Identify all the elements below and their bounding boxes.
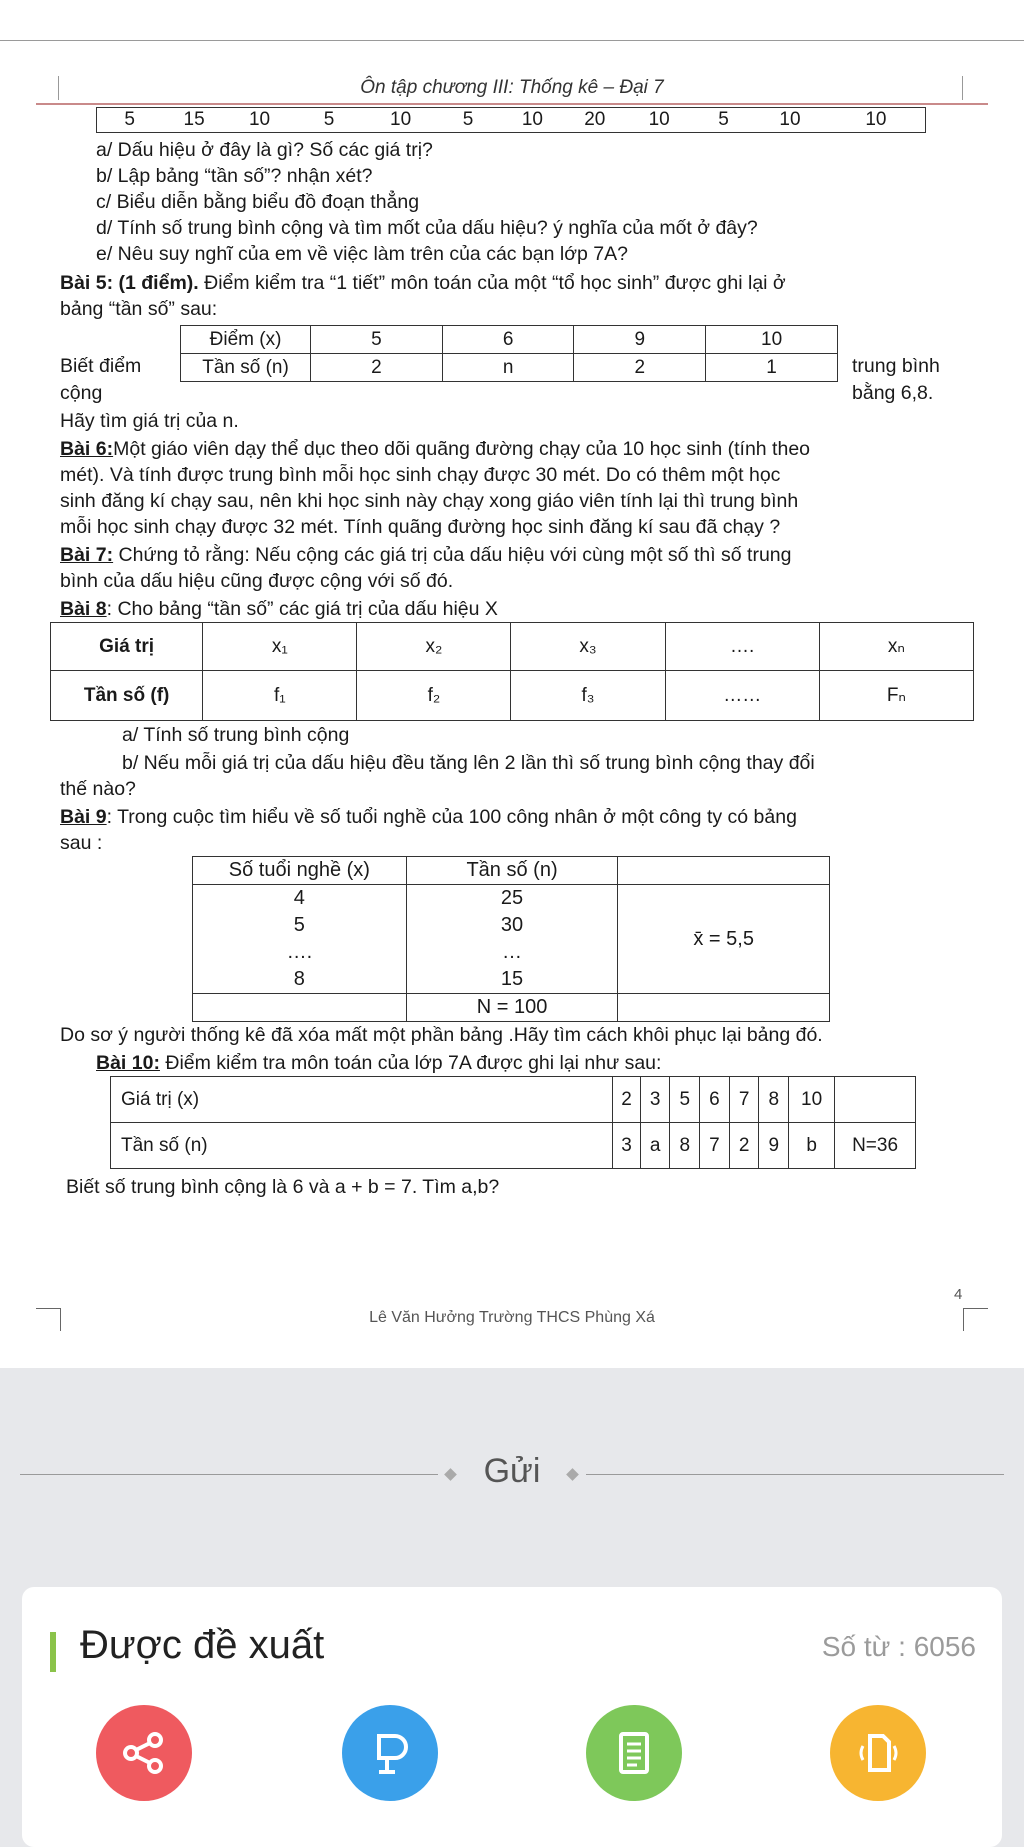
footer-text: Lê Văn Hưởng Trường THCS Phùng Xá [369, 1309, 655, 1326]
table-header-cell: Số tuổi nghề (x) [193, 857, 407, 885]
table-cell: Điểm (x) [181, 326, 311, 354]
x-value: 8 [293, 968, 305, 990]
bai6-line4: mỗi học sinh chạy được 32 mét. Tính quãng đường học sinh đăng kí sau đã chạy ? [60, 516, 781, 538]
table-cell: 2 [311, 354, 443, 382]
document-icon [609, 1728, 659, 1778]
n-value: 30 [500, 914, 524, 936]
bai5-line3: Hãy tìm giá trị của n. [60, 410, 239, 432]
bai5-table [180, 325, 838, 382]
word-count: Số từ : 6056 [821, 1631, 976, 1662]
recommend-title: Được đề xuất [80, 1623, 325, 1667]
bai5-title: Bài 5: (1 điểm). [60, 272, 199, 294]
n-value: 25 [500, 887, 524, 909]
table-cell: …. [665, 623, 819, 671]
table-cell: …… [665, 671, 819, 721]
bai7-title: Bài 7: [60, 544, 114, 566]
bai6-line3: sinh đăng kí chạy sau, nên khi học sinh này chạy xong giáo viên tính lại thì trung bình [60, 490, 799, 512]
bai6-text: Một giáo viên dạy thể dục theo dõi quãng đường chạy của 10 học sinh (tính theo [113, 438, 811, 460]
bai5-line1 [60, 270, 786, 296]
table-cell: 7 [700, 1123, 730, 1169]
bai7-line2: bình của dấu hiệu cũng được cộng với số đó. [60, 570, 454, 592]
x-value: 5 [293, 914, 305, 936]
table-cell: x₂ [357, 623, 511, 671]
table-cell: Giá trị (x) [111, 1077, 613, 1123]
bai9-line2: sau : [60, 832, 103, 854]
bai6-line1 [60, 436, 810, 462]
table-cell [618, 885, 830, 994]
recommend-card [22, 1587, 1002, 1847]
bai5-line2: bảng “tần số” sau: [60, 298, 218, 320]
audio-page-icon [853, 1728, 903, 1778]
divider-right [586, 1474, 1004, 1475]
bai5-left2: cộng [60, 382, 103, 404]
table-cell [193, 994, 407, 1022]
data-cell: 10 [648, 109, 670, 130]
data-cell: 10 [865, 109, 887, 130]
table-cell: 10 [706, 326, 838, 354]
table-cell: 8 [759, 1077, 789, 1123]
divider-left [20, 1474, 438, 1475]
data-row-table [96, 107, 926, 133]
table-cell: x₃ [511, 623, 665, 671]
table-cell: 10 [789, 1077, 835, 1123]
bai8-table [50, 622, 974, 721]
table-cell: n [442, 354, 574, 382]
table-header-cell: Tần số (n) [406, 857, 618, 885]
table-cell: xₙ [819, 623, 973, 671]
data-cell: 10 [248, 109, 271, 130]
q4-a: a/ Dấu hiệu ở đây là gì? Số các giá trị? [96, 139, 433, 161]
table-cell: 9 [574, 326, 706, 354]
table-cell: f₃ [511, 671, 665, 721]
table-cell: 3 [640, 1077, 670, 1123]
bai5-text: Điểm kiểm tra “1 tiết” môn toán của một “tổ học sinh” được ghi lại ở [198, 272, 786, 294]
page-number: 4 [954, 1286, 963, 1303]
bai8-title: Bài 8 [60, 598, 107, 620]
data-cell: 5 [718, 109, 729, 130]
p-icon [365, 1728, 415, 1778]
table-cell: N = 100 [406, 994, 618, 1022]
page-top-divider [0, 40, 1024, 41]
bai9-line1 [60, 804, 797, 830]
bai8-text: : Cho bảng “tần số” các giá trị của dấu hiệu X [106, 598, 498, 620]
table-cell: 2 [613, 1077, 641, 1123]
data-cell: 5 [323, 109, 335, 130]
document-button[interactable] [586, 1705, 682, 1801]
table-cell: a [640, 1123, 670, 1169]
table-cell: 6 [700, 1077, 730, 1123]
table-cell: Tần số (f) [51, 671, 203, 721]
table-cell: Giá trị [51, 623, 203, 671]
bai6-line2: mét). Và tính được trung bình mỗi học sinh chạy được 30 mét. Do có thêm một học [60, 464, 781, 486]
bai6-title: Bài 6: [60, 438, 114, 460]
bai5-right2 [852, 380, 933, 406]
table-cell: 5 [311, 326, 443, 354]
table-cell: 2 [729, 1123, 759, 1169]
bai10-line1 [96, 1050, 661, 1076]
bai5-right1: trung bình [852, 355, 940, 377]
q4-c: c/ Biểu diễn bằng biểu đồ đoạn thẳng [96, 191, 420, 213]
n-value: 15 [500, 968, 524, 990]
table-cell: 8 [670, 1123, 700, 1169]
x-value: …. [286, 941, 313, 963]
data-cell: 5 [124, 109, 135, 130]
data-cell: 5 [462, 109, 474, 130]
q4-e: e/ Nêu suy nghĩ của em về việc làm trên của các bạn lớp 7A? [96, 243, 628, 265]
table-cell [835, 1077, 916, 1123]
table-cell: 6 [442, 326, 574, 354]
n-value: … [502, 941, 523, 963]
table-cell: 5 [670, 1077, 700, 1123]
header-rule [36, 103, 988, 105]
table-cell [618, 994, 830, 1022]
table-cell: 7 [729, 1077, 759, 1123]
table-cell [193, 885, 407, 994]
table-cell: 2 [574, 354, 706, 382]
table-cell: Fₙ [819, 671, 973, 721]
bai8-b2: thế nào? [60, 778, 136, 800]
bai8-a: a/ Tính số trung bình cộng [122, 724, 350, 746]
table-cell [406, 885, 618, 994]
diamond-icon [444, 1468, 457, 1481]
mean-value: x̄ = 5,5 [693, 927, 754, 950]
bai9-title: Bài 9 [60, 806, 107, 828]
table-cell: 1 [706, 354, 838, 382]
bai5-mean-text: bằng 6,8. [852, 382, 934, 404]
bai7-line1 [60, 542, 792, 568]
diamond-icon [566, 1468, 579, 1481]
data-cell: 20 [584, 109, 606, 130]
table-cell: b [789, 1123, 835, 1169]
bai8-line1 [60, 596, 498, 622]
audio-page-button[interactable] [830, 1705, 926, 1801]
bai7-text: Chứng tỏ rằng: Nếu cộng các giá trị của dấu hiệu với cùng một số thì số trung [113, 544, 792, 566]
table-cell: Tần số (n) [111, 1123, 613, 1169]
data-cell: 10 [779, 109, 801, 130]
table-cell: f₁ [203, 671, 357, 721]
table-cell [618, 857, 830, 885]
running-title: Ôn tập chương III: Thống kê – Đại 7 [360, 77, 664, 98]
table-cell: x₁ [203, 623, 357, 671]
bai10-line2: Biết số trung bình cộng là 6 và a + b = 7. Tìm a,b? [66, 1176, 500, 1198]
bai9-text: : Trong cuộc tìm hiểu về số tuổi nghề của 100 công nhân ở một công ty có bảng [106, 806, 797, 828]
share-icon [119, 1728, 169, 1778]
table-cell: f₂ [357, 671, 511, 721]
p-button[interactable] [342, 1705, 438, 1801]
q4-d: d/ Tính số trung bình cộng và tìm mốt của dấu hiệu? ý nghĩa của mốt ở đây? [96, 217, 758, 239]
bai9-line3: Do sơ ý người thống kê đã xóa mất một phần bảng .Hãy tìm cách khôi phục lại bảng đó. [60, 1024, 823, 1046]
data-cell: 10 [521, 109, 543, 130]
bai5-left1: Biết điểm [60, 355, 142, 377]
q4-b: b/ Lập bảng “tần số”? nhận xét? [96, 165, 373, 187]
send-button[interactable]: Gửi [483, 1452, 541, 1490]
bai10-text: Điểm kiểm tra môn toán của lớp 7A được ghi lại như sau: [159, 1052, 662, 1074]
table-cell: 9 [759, 1123, 789, 1169]
data-cell: 15 [183, 109, 205, 130]
send-bar [0, 1448, 1024, 1498]
x-value: 4 [293, 887, 305, 909]
bai10-title: Bài 10: [96, 1052, 160, 1074]
bai9-table [192, 856, 830, 1022]
bai10-table [110, 1076, 916, 1169]
share-button[interactable] [96, 1705, 192, 1801]
bai8-b1: b/ Nếu mỗi giá trị của dấu hiệu đều tăng lên 2 lần thì số trung bình cộng thay đổi [122, 752, 815, 774]
data-cell: 10 [390, 109, 412, 130]
table-cell: N=36 [835, 1123, 916, 1169]
table-cell: Tần số (n) [181, 354, 311, 382]
table-cell: 3 [613, 1123, 641, 1169]
accent-bar [50, 1632, 56, 1672]
